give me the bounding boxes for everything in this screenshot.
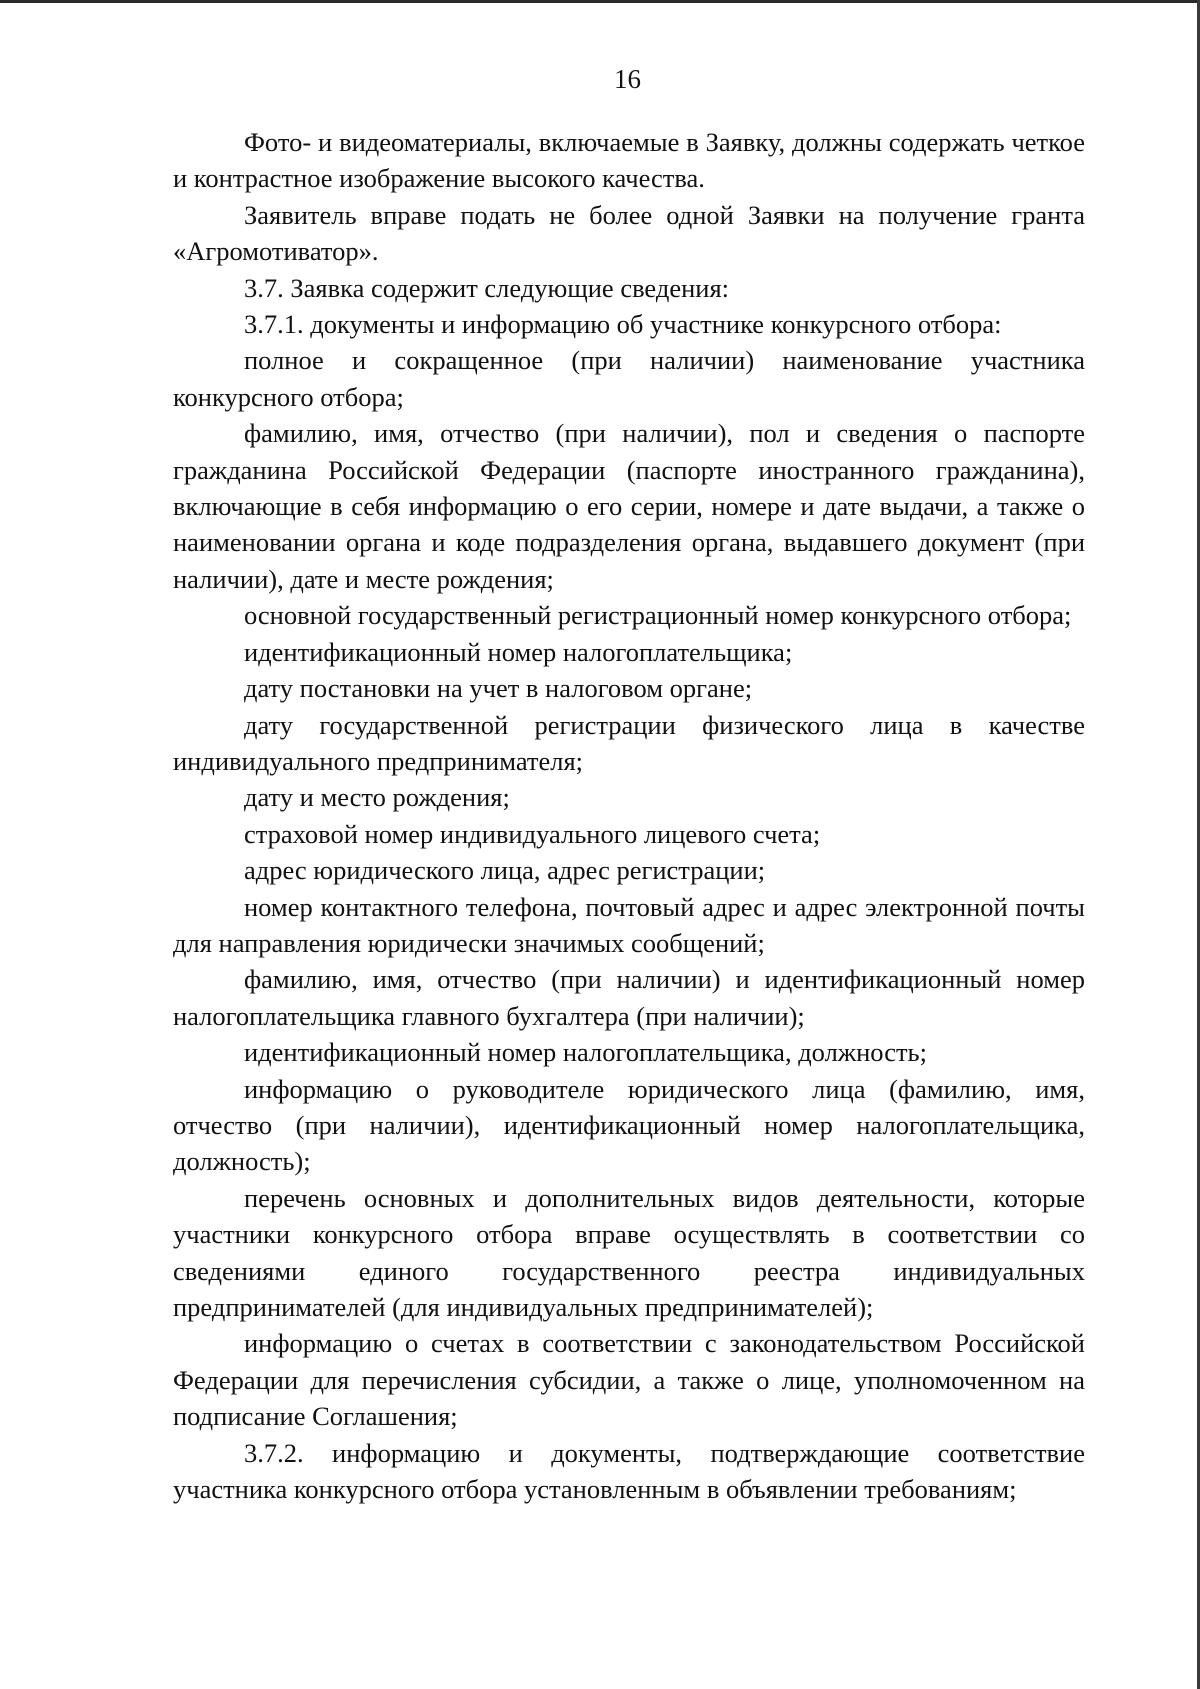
paragraph: фамилию, имя, отчество (при наличии), пол и сведения о паспорте гражданина Российской Федерации (паспорте иностранного гражданина), включающие в себя информацию о его серии, номере и дате выдачи, а также о наименовании органа и коде подразделения органа, выдавшего документ (при наличии), дате и месте рождения; xyxy=(173,418,1085,594)
paragraph: дату постановки на учет в налоговом органе; xyxy=(244,673,753,704)
paragraph: Заявитель вправе подать не более одной Заявки на получение гранта «Агромотиватор». xyxy=(173,199,1085,267)
scan-edge-top xyxy=(0,0,1200,3)
paragraph: дату государственной регистрации физического лица в качестве индивидуального предпринимателя; xyxy=(173,709,1085,776)
paragraph: страховой номер индивидуального лицевого счета; xyxy=(244,818,821,849)
paragraph: идентификационный номер налогоплательщика; xyxy=(244,636,793,667)
paragraph: идентификационный номер налогоплательщика, должность; xyxy=(244,1037,927,1068)
paragraph: информацию о счетах в соответствии с законодательством Российской Федерации для перечисления субсидии, а также о лице, уполномоченном на подписание Соглашения; xyxy=(173,1328,1085,1432)
paragraph: Фото- и видеоматериалы, включаемые в Заявку, должны содержать четкое и контрастное изображение высокого качества. xyxy=(173,127,1085,194)
paragraph: фамилию, имя, отчество (при наличии) и идентификационный номер налогоплательщика главного бухгалтера (при наличии); xyxy=(173,964,1085,1031)
paragraph: полное и сокращенное (при наличии) наименование участника конкурсного отбора; xyxy=(173,345,1085,412)
paragraph: основной государственный регистрационный номер конкурсного отбора; xyxy=(244,600,1072,631)
paragraph: 3.7.1. документы и информацию об участнике конкурсного отбора: xyxy=(244,309,1002,340)
document-body xyxy=(173,124,1085,1507)
paragraph: дату и место рождения; xyxy=(244,782,510,813)
paragraph: информацию о руководителе юридического лица (фамилию, имя, отчество (при наличии), идентификационный номер налогоплательщика, должность); xyxy=(173,1073,1085,1177)
paragraph: 3.7. Заявка содержит следующие сведения: xyxy=(244,272,730,303)
paragraph: номер контактного телефона, почтовый адрес и адрес электронной почты для направления юридически значимых сообщений; xyxy=(173,891,1085,958)
page-number: 16 xyxy=(614,64,641,94)
paragraph: адрес юридического лица, адрес регистрации; xyxy=(244,855,766,886)
paragraph: 3.7.2. информацию и документы, подтверждающие соответствие участника конкурсного отбора установленным в объявлении требованиям; xyxy=(173,1437,1085,1505)
paragraph: перечень основных и дополнительных видов деятельности, которые участники конкурсного отбора вправе осуществлять в соответствии со сведениями единого государственного реестра индивидуальных предпринимателей (для индивидуальных предпринимателей); xyxy=(173,1182,1085,1322)
